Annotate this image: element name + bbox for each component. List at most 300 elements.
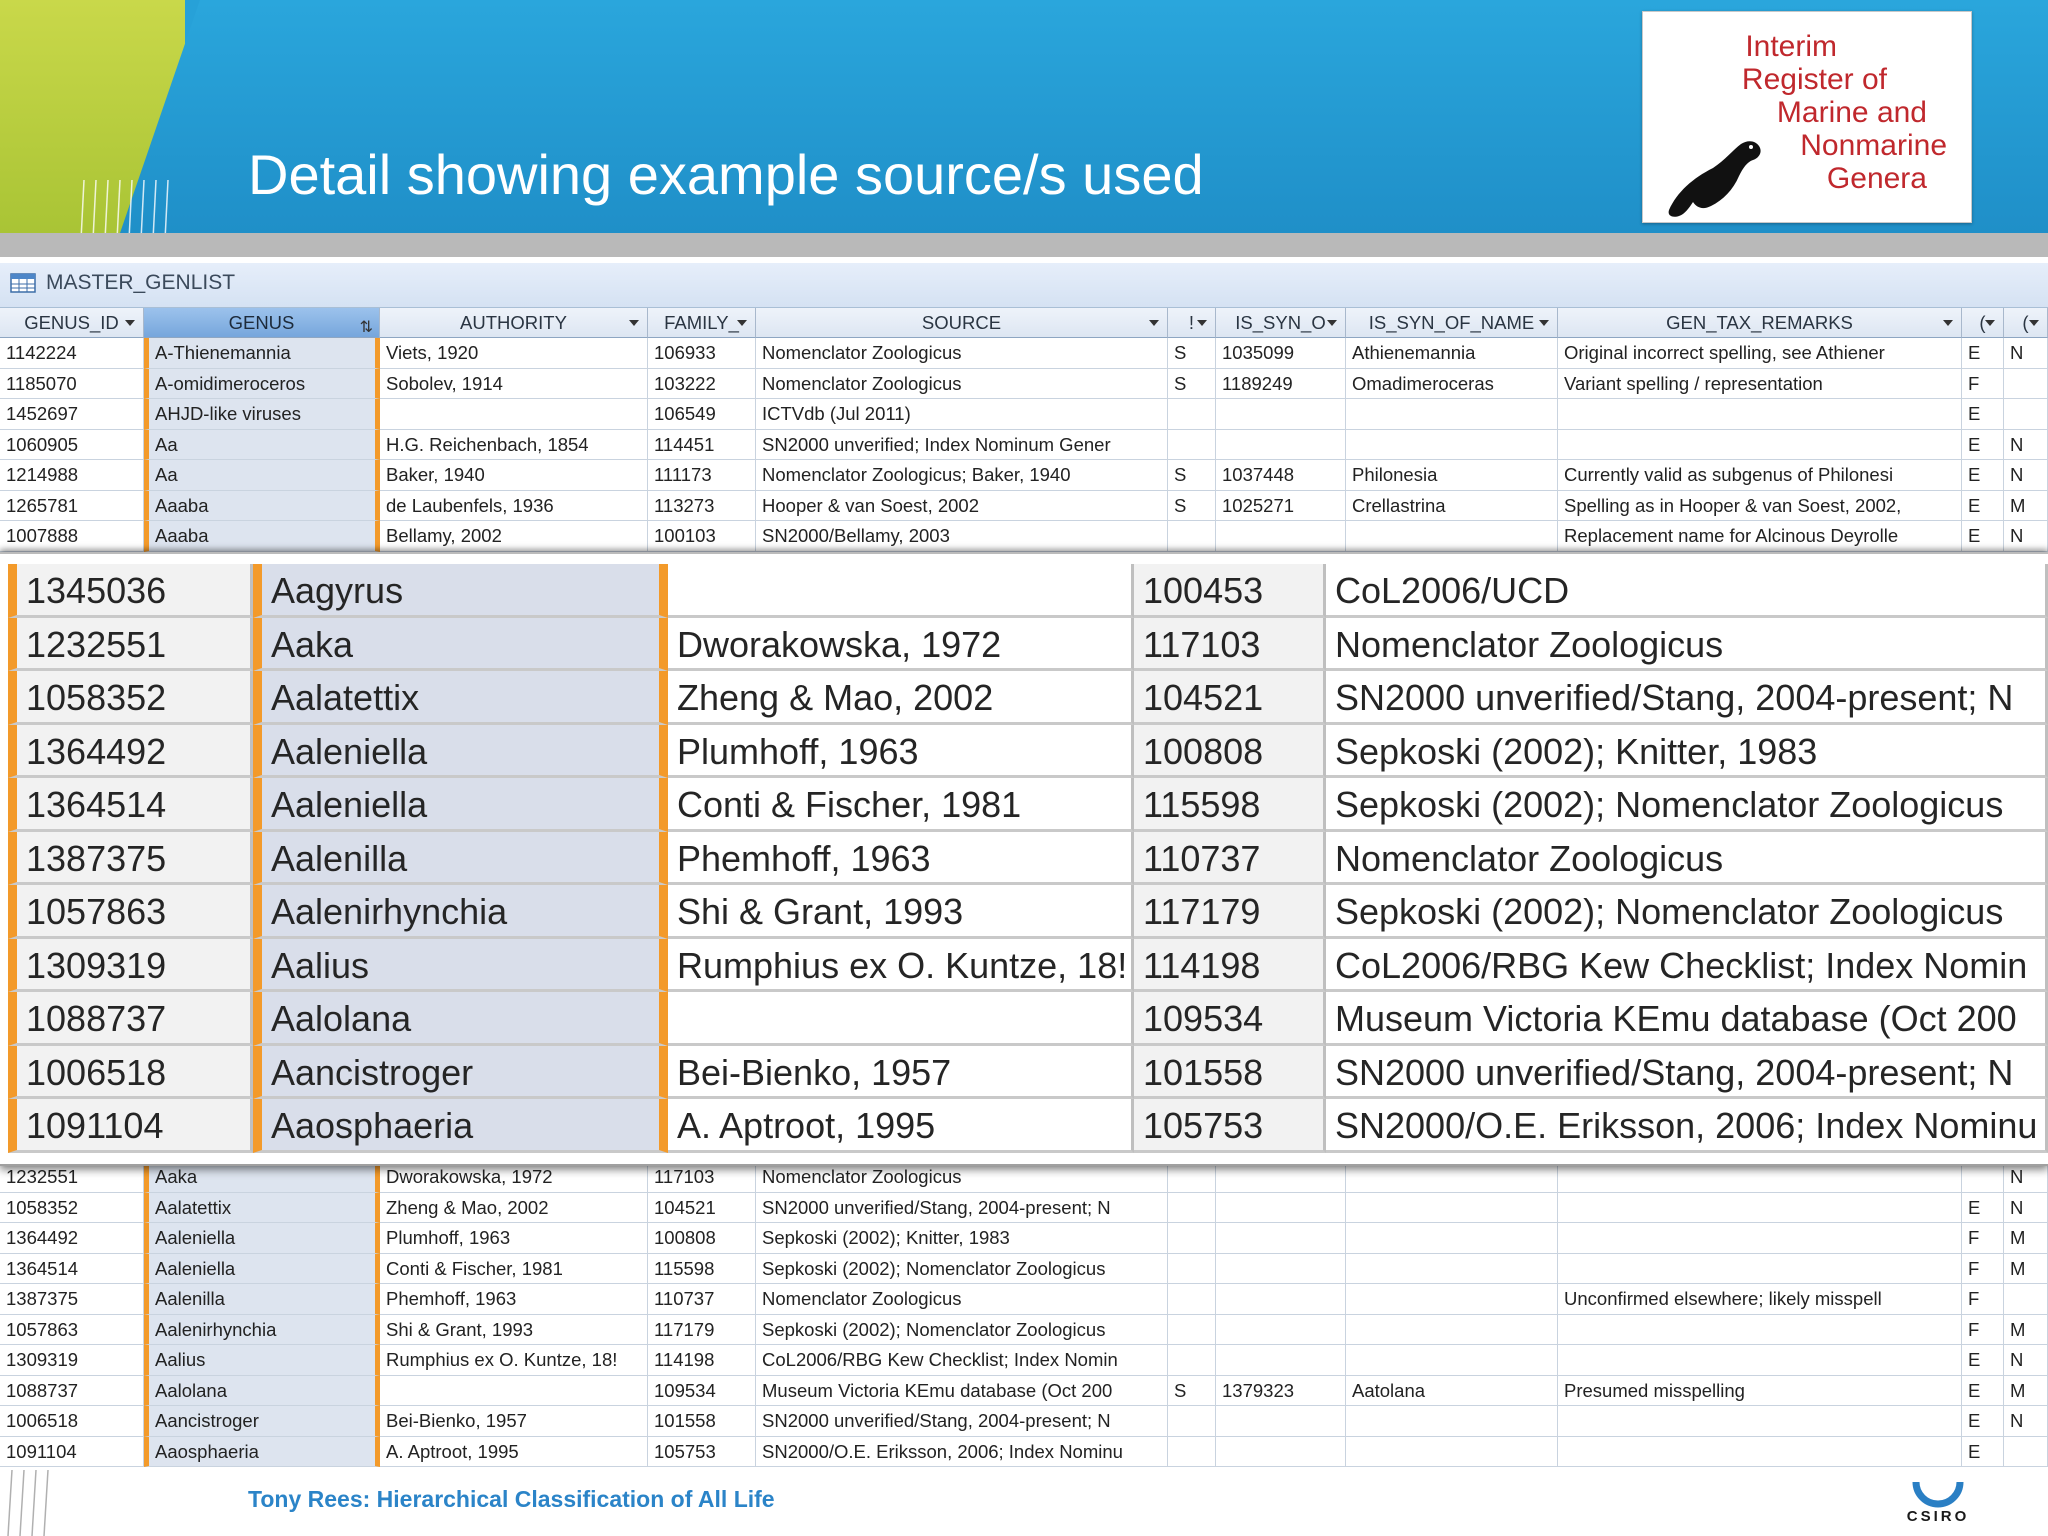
cell-col-b[interactable]: M — [2004, 491, 2048, 522]
zoomed-cell-genus[interactable]: Aalolana — [253, 992, 668, 1046]
cell-gen-tax-remarks[interactable] — [1558, 1193, 1962, 1224]
cell-genus-id[interactable]: 1060905 — [0, 430, 144, 461]
logo-line: Genera — [1826, 162, 1927, 195]
zoomed-cell-authority[interactable] — [668, 992, 1134, 1046]
dropdown-arrow-icon[interactable] — [2029, 320, 2039, 326]
cell-genus[interactable]: Aaka — [144, 1162, 380, 1193]
cell-family[interactable]: 115598 — [648, 1254, 756, 1285]
cell-authority[interactable]: Phemhoff, 1963 — [380, 1284, 648, 1315]
cell-gen-tax-remarks[interactable]: Presumed misspelling — [1558, 1376, 1962, 1407]
table-row[interactable] — [0, 1345, 2048, 1376]
zoomed-cell-family[interactable]: 117103 — [1134, 618, 1326, 672]
cell-source[interactable]: SN2000 unverified/Stang, 2004-present; N — [756, 1406, 1168, 1437]
cell-col-a[interactable]: E — [1962, 460, 2004, 491]
cell-col-a[interactable]: F — [1962, 1284, 2004, 1315]
zoomed-cell-genus-id[interactable]: 1088737 — [8, 992, 253, 1046]
footer-lines-icon — [0, 1470, 60, 1536]
column-header-is-syn-of-name[interactable]: IS_SYN_OF_NAME — [1346, 308, 1558, 338]
cell-syn-flag[interactable] — [1168, 1193, 1216, 1224]
cell-is-syn-of[interactable] — [1216, 1437, 1346, 1468]
column-header-col-b[interactable]: ( — [2004, 308, 2048, 338]
cell-is-syn-of[interactable] — [1216, 521, 1346, 552]
cell-col-a[interactable]: E — [1962, 338, 2004, 369]
cell-family[interactable]: 106933 — [648, 338, 756, 369]
zoomed-cell-genus-id[interactable]: 1345036 — [8, 564, 253, 618]
cell-syn-flag[interactable]: S — [1168, 369, 1216, 400]
cell-is-syn-of[interactable] — [1216, 1406, 1346, 1437]
cell-is-syn-of-name[interactable] — [1346, 521, 1558, 552]
column-header-gen-tax-remarks[interactable]: GEN_TAX_REMARKS — [1558, 308, 1962, 338]
cell-authority[interactable]: Rumphius ex O. Kuntze, 18! — [380, 1345, 648, 1376]
zoomed-table-row[interactable] — [0, 885, 2048, 939]
cell-syn-flag[interactable]: S — [1168, 491, 1216, 522]
zoomed-cell-genus[interactable]: Aancistroger — [253, 1046, 668, 1100]
cell-source[interactable]: SN2000/O.E. Eriksson, 2006; Index Nominu — [756, 1437, 1168, 1468]
csiro-wordmark: CSIRO — [1906, 1508, 1970, 1525]
cell-is-syn-of-name[interactable]: Crellastrina — [1346, 491, 1558, 522]
table-row[interactable] — [0, 1223, 2048, 1254]
zoomed-cell-family[interactable]: 115598 — [1134, 778, 1326, 832]
cell-genus-id[interactable]: 1088737 — [0, 1376, 144, 1407]
cell-gen-tax-remarks[interactable]: Spelling as in Hooper & van Soest, 2002, — [1558, 491, 1962, 522]
cell-authority[interactable]: Bellamy, 2002 — [380, 521, 648, 552]
cell-syn-flag[interactable]: S — [1168, 1376, 1216, 1407]
table-row[interactable] — [0, 338, 2048, 369]
cell-genus-id[interactable]: 1387375 — [0, 1284, 144, 1315]
cell-family[interactable]: 117179 — [648, 1315, 756, 1346]
cell-family[interactable]: 103222 — [648, 369, 756, 400]
cell-is-syn-of-name[interactable]: Aatolana — [1346, 1376, 1558, 1407]
table-row[interactable] — [0, 1437, 2048, 1468]
cell-genus-id[interactable]: 1142224 — [0, 338, 144, 369]
zoomed-cell-genus-id[interactable]: 1091104 — [8, 1099, 253, 1153]
zoomed-cell-genus[interactable]: Aalenilla — [253, 832, 668, 886]
cell-genus[interactable]: Aalius — [144, 1345, 380, 1376]
cell-gen-tax-remarks[interactable]: Currently valid as subgenus of Philonesi — [1558, 460, 1962, 491]
cell-authority[interactable]: Sobolev, 1914 — [380, 369, 648, 400]
cell-authority[interactable]: Baker, 1940 — [380, 460, 648, 491]
cell-family[interactable]: 109534 — [648, 1376, 756, 1407]
cell-is-syn-of-name[interactable] — [1346, 1254, 1558, 1285]
zoomed-cell-authority[interactable]: Bei-Bienko, 1957 — [668, 1046, 1134, 1100]
cell-genus[interactable]: A-omidimeroceros — [144, 369, 380, 400]
zoomed-cell-authority[interactable]: Plumhoff, 1963 — [668, 725, 1134, 779]
cell-syn-flag[interactable]: S — [1168, 338, 1216, 369]
zoomed-cell-genus-id[interactable]: 1309319 — [8, 939, 253, 993]
zoomed-cell-source[interactable]: CoL2006/UCD — [1326, 564, 2048, 618]
zoomed-table-row[interactable] — [0, 992, 2048, 1046]
zoomed-cell-family[interactable]: 109534 — [1134, 992, 1326, 1046]
cell-source[interactable]: CoL2006/RBG Kew Checklist; Index Nomin — [756, 1345, 1168, 1376]
cell-authority[interactable]: Shi & Grant, 1993 — [380, 1315, 648, 1346]
cell-col-a[interactable]: E — [1962, 1406, 2004, 1437]
zoomed-cell-source[interactable]: Museum Victoria KEmu database (Oct 200 — [1326, 992, 2048, 1046]
zoomed-cell-genus[interactable]: Aalenirhynchia — [253, 885, 668, 939]
cell-is-syn-of-name[interactable]: Philonesia — [1346, 460, 1558, 491]
cell-genus[interactable]: Aaaba — [144, 491, 380, 522]
cell-source[interactable]: Nomenclator Zoologicus — [756, 338, 1168, 369]
dropdown-arrow-icon[interactable] — [1149, 320, 1159, 326]
cell-col-b[interactable] — [2004, 1284, 2048, 1315]
cell-authority[interactable]: Viets, 1920 — [380, 338, 648, 369]
cell-syn-flag[interactable] — [1168, 1315, 1216, 1346]
zoomed-cell-authority[interactable] — [668, 564, 1134, 618]
cell-source[interactable]: Nomenclator Zoologicus — [756, 1284, 1168, 1315]
cell-family[interactable]: 110737 — [648, 1284, 756, 1315]
zoomed-table-row[interactable] — [0, 1046, 2048, 1100]
cell-is-syn-of[interactable] — [1216, 1284, 1346, 1315]
table-row[interactable] — [0, 1193, 2048, 1224]
table-row[interactable] — [0, 1254, 2048, 1285]
zoomed-table-row[interactable] — [0, 618, 2048, 672]
zoomed-cell-source[interactable]: SN2000 unverified/Stang, 2004-present; N — [1326, 671, 2048, 725]
zoomed-cell-family[interactable]: 110737 — [1134, 832, 1326, 886]
cell-authority[interactable] — [380, 1376, 648, 1407]
zoomed-cell-genus-id[interactable]: 1232551 — [8, 618, 253, 672]
cell-genus[interactable]: Aalenilla — [144, 1284, 380, 1315]
csiro-emblem-icon — [1898, 1470, 1978, 1510]
cell-genus-id[interactable]: 1309319 — [0, 1345, 144, 1376]
cell-family[interactable]: 101558 — [648, 1406, 756, 1437]
cell-genus-id[interactable]: 1364514 — [0, 1254, 144, 1285]
table-tab-title: MASTER_GENLIST — [46, 271, 236, 294]
cell-source[interactable]: SN2000/Bellamy, 2003 — [756, 521, 1168, 552]
zoomed-table-row[interactable] — [0, 1099, 2048, 1153]
zoomed-table-row[interactable] — [0, 725, 2048, 779]
cell-col-b[interactable]: N — [2004, 1345, 2048, 1376]
cell-genus[interactable]: Aa — [144, 460, 380, 491]
sort-filter-icon[interactable]: ⇅ — [359, 319, 373, 336]
cell-syn-flag[interactable] — [1168, 1406, 1216, 1437]
table-row[interactable] — [0, 369, 2048, 400]
zoomed-cell-family[interactable]: 105753 — [1134, 1099, 1326, 1153]
cell-is-syn-of[interactable] — [1216, 1345, 1346, 1376]
cell-is-syn-of-name[interactable] — [1346, 1406, 1558, 1437]
cell-genus-id[interactable]: 1058352 — [0, 1193, 144, 1224]
cell-family[interactable]: 104521 — [648, 1193, 756, 1224]
cell-is-syn-of[interactable] — [1216, 1162, 1346, 1193]
table-row[interactable] — [0, 491, 2048, 522]
cell-col-b[interactable]: N — [2004, 460, 2048, 491]
cell-col-b[interactable]: N — [2004, 521, 2048, 552]
cell-genus[interactable]: Aaosphaeria — [144, 1437, 380, 1468]
cell-is-syn-of-name[interactable] — [1346, 1223, 1558, 1254]
zoomed-cell-authority[interactable]: Shi & Grant, 1993 — [668, 885, 1134, 939]
cell-authority[interactable]: Zheng & Mao, 2002 — [380, 1193, 648, 1224]
cell-syn-flag[interactable] — [1168, 1223, 1216, 1254]
cell-col-b[interactable]: N — [2004, 430, 2048, 461]
cell-is-syn-of[interactable]: 1025271 — [1216, 491, 1346, 522]
zoomed-cell-genus[interactable]: Aagyrus — [253, 564, 668, 618]
zoomed-cell-source[interactable]: Sepkoski (2002); Nomenclator Zoologicus — [1326, 778, 2048, 832]
cell-syn-flag[interactable] — [1168, 521, 1216, 552]
cell-family[interactable]: 105753 — [648, 1437, 756, 1468]
cell-source[interactable]: Museum Victoria KEmu database (Oct 200 — [756, 1376, 1168, 1407]
cell-family[interactable]: 106549 — [648, 399, 756, 430]
zoomed-cell-genus[interactable]: Aaleniella — [253, 725, 668, 779]
cell-genus-id[interactable]: 1006518 — [0, 1406, 144, 1437]
cell-col-b[interactable] — [2004, 1437, 2048, 1468]
column-header-family[interactable]: FAMILY_ — [648, 308, 756, 338]
cell-is-syn-of-name[interactable]: Omadimeroceras — [1346, 369, 1558, 400]
cell-family[interactable]: 100808 — [648, 1223, 756, 1254]
dropdown-arrow-icon[interactable] — [1197, 320, 1207, 326]
cell-col-a[interactable]: E — [1962, 1437, 2004, 1468]
zoomed-table-row[interactable] — [0, 778, 2048, 832]
cell-is-syn-of[interactable]: 1379323 — [1216, 1376, 1346, 1407]
cell-family[interactable]: 100103 — [648, 521, 756, 552]
dropdown-arrow-icon[interactable] — [1539, 320, 1549, 326]
zoomed-cell-authority[interactable]: A. Aptroot, 1995 — [668, 1099, 1134, 1153]
cell-genus-id[interactable]: 1091104 — [0, 1437, 144, 1468]
zoomed-cell-source[interactable]: Sepkoski (2002); Nomenclator Zoologicus — [1326, 885, 2048, 939]
cell-is-syn-of-name[interactable] — [1346, 1345, 1558, 1376]
cell-genus-id[interactable]: 1007888 — [0, 521, 144, 552]
cell-genus[interactable]: Aaleniella — [144, 1223, 380, 1254]
zoomed-cell-authority[interactable]: Phemhoff, 1963 — [668, 832, 1134, 886]
cell-gen-tax-remarks[interactable] — [1558, 1345, 1962, 1376]
cell-syn-flag[interactable]: S — [1168, 460, 1216, 491]
zoomed-cell-genus[interactable]: Aalatettix — [253, 671, 668, 725]
column-header-col-a[interactable]: ( — [1962, 308, 2004, 338]
column-header-syn-flag[interactable]: ! — [1168, 308, 1216, 338]
cell-is-syn-of[interactable]: 1189249 — [1216, 369, 1346, 400]
decorative-lines-icon — [70, 180, 180, 233]
cell-is-syn-of-name[interactable] — [1346, 430, 1558, 461]
zoomed-cell-authority[interactable]: Rumphius ex O. Kuntze, 18! — [668, 939, 1134, 993]
cell-col-a[interactable]: F — [1962, 369, 2004, 400]
cell-syn-flag[interactable] — [1168, 430, 1216, 461]
zoomed-cell-source[interactable]: SN2000/O.E. Eriksson, 2006; Index Nominu — [1326, 1099, 2048, 1153]
cell-gen-tax-remarks[interactable] — [1558, 1223, 1962, 1254]
zoomed-cell-family[interactable]: 117179 — [1134, 885, 1326, 939]
table-tab[interactable] — [0, 263, 2048, 308]
cell-genus[interactable]: A-Thienemannia — [144, 338, 380, 369]
cell-source[interactable]: Sepkoski (2002); Nomenclator Zoologicus — [756, 1254, 1168, 1285]
zoomed-cell-authority[interactable]: Conti & Fischer, 1981 — [668, 778, 1134, 832]
cell-is-syn-of[interactable] — [1216, 1254, 1346, 1285]
cell-is-syn-of-name[interactable] — [1346, 1284, 1558, 1315]
table-row[interactable] — [0, 1162, 2048, 1193]
zoomed-cell-source[interactable]: CoL2006/RBG Kew Checklist; Index Nomin — [1326, 939, 2048, 993]
cell-is-syn-of[interactable] — [1216, 1223, 1346, 1254]
table-row[interactable] — [0, 521, 2048, 552]
cell-is-syn-of-name[interactable] — [1346, 1193, 1558, 1224]
logo-line: Interim — [1745, 30, 1837, 63]
cell-gen-tax-remarks[interactable] — [1558, 1162, 1962, 1193]
zoomed-cell-family[interactable]: 114198 — [1134, 939, 1326, 993]
column-header-authority[interactable]: AUTHORITY — [380, 308, 648, 338]
cell-gen-tax-remarks[interactable]: Unconfirmed elsewhere; likely misspell — [1558, 1284, 1962, 1315]
cell-authority[interactable]: A. Aptroot, 1995 — [380, 1437, 648, 1468]
cell-authority[interactable]: Dworakowska, 1972 — [380, 1162, 648, 1193]
column-header-genus-id[interactable]: GENUS_ID — [0, 308, 144, 338]
zoomed-table-row[interactable] — [0, 939, 2048, 993]
zoomed-cell-family[interactable]: 104521 — [1134, 671, 1326, 725]
cell-source[interactable]: Sepkoski (2002); Nomenclator Zoologicus — [756, 1315, 1168, 1346]
cell-syn-flag[interactable] — [1168, 1254, 1216, 1285]
cell-col-b[interactable]: M — [2004, 1254, 2048, 1285]
cell-syn-flag[interactable] — [1168, 1284, 1216, 1315]
cell-col-b[interactable]: N — [2004, 1162, 2048, 1193]
zoomed-table-row[interactable] — [0, 564, 2048, 618]
column-header-source[interactable]: SOURCE — [756, 308, 1168, 338]
cell-col-a[interactable]: E — [1962, 399, 2004, 430]
zoomed-cell-genus-id[interactable]: 1364514 — [8, 778, 253, 832]
cell-genus-id[interactable]: 1185070 — [0, 369, 144, 400]
zoomed-cell-authority[interactable]: Dworakowska, 1972 — [668, 618, 1134, 672]
cell-col-b[interactable]: M — [2004, 1223, 2048, 1254]
zoomed-cell-source[interactable]: SN2000 unverified/Stang, 2004-present; N — [1326, 1046, 2048, 1100]
cell-authority[interactable] — [380, 399, 648, 430]
cell-gen-tax-remarks[interactable] — [1558, 1315, 1962, 1346]
cell-col-a[interactable]: F — [1962, 1315, 2004, 1346]
cell-col-b[interactable] — [2004, 369, 2048, 400]
cell-is-syn-of-name[interactable] — [1346, 1162, 1558, 1193]
table-row[interactable] — [0, 1315, 2048, 1346]
cell-col-b[interactable] — [2004, 399, 2048, 430]
cell-authority[interactable]: Bei-Bienko, 1957 — [380, 1406, 648, 1437]
cell-family[interactable]: 117103 — [648, 1162, 756, 1193]
cell-genus[interactable]: Aalatettix — [144, 1193, 380, 1224]
cell-genus[interactable]: AHJD-like viruses — [144, 399, 380, 430]
cell-genus-id[interactable]: 1364492 — [0, 1223, 144, 1254]
cell-genus[interactable]: Aancistroger — [144, 1406, 380, 1437]
zoomed-cell-source[interactable]: Nomenclator Zoologicus — [1326, 832, 2048, 886]
cell-genus-id[interactable]: 1214988 — [0, 460, 144, 491]
cell-genus[interactable]: Aalolana — [144, 1376, 380, 1407]
cell-genus-id[interactable]: 1452697 — [0, 399, 144, 430]
table-row[interactable] — [0, 399, 2048, 430]
zoomed-cell-family[interactable]: 100808 — [1134, 725, 1326, 779]
zoomed-cell-genus-id[interactable]: 1057863 — [8, 885, 253, 939]
cell-family[interactable]: 111173 — [648, 460, 756, 491]
cell-source[interactable]: ICTVdb (Jul 2011) — [756, 399, 1168, 430]
cell-col-a[interactable]: F — [1962, 1223, 2004, 1254]
zoomed-table-row[interactable] — [0, 832, 2048, 886]
dropdown-arrow-icon[interactable] — [629, 320, 639, 326]
cell-is-syn-of[interactable]: 1035099 — [1216, 338, 1346, 369]
zoomed-cell-genus[interactable]: Aaleniella — [253, 778, 668, 832]
cell-genus-id[interactable]: 1232551 — [0, 1162, 144, 1193]
cell-family[interactable]: 114451 — [648, 430, 756, 461]
zoomed-cell-genus-id[interactable]: 1364492 — [8, 725, 253, 779]
cell-gen-tax-remarks[interactable]: Variant spelling / representation — [1558, 369, 1962, 400]
cell-col-b[interactable]: N — [2004, 1193, 2048, 1224]
cell-family[interactable]: 114198 — [648, 1345, 756, 1376]
zoomed-cell-genus-id[interactable]: 1387375 — [8, 832, 253, 886]
cell-syn-flag[interactable] — [1168, 1162, 1216, 1193]
cell-syn-flag[interactable] — [1168, 1437, 1216, 1468]
cell-syn-flag[interactable] — [1168, 399, 1216, 430]
cell-source[interactable]: Nomenclator Zoologicus — [756, 1162, 1168, 1193]
table-row[interactable] — [0, 1406, 2048, 1437]
cell-source[interactable]: Nomenclator Zoologicus — [756, 369, 1168, 400]
cell-is-syn-of[interactable] — [1216, 430, 1346, 461]
cell-gen-tax-remarks[interactable] — [1558, 430, 1962, 461]
dropdown-arrow-icon[interactable] — [125, 320, 135, 326]
cell-authority[interactable]: Plumhoff, 1963 — [380, 1223, 648, 1254]
cell-syn-flag[interactable] — [1168, 1345, 1216, 1376]
cell-genus[interactable]: Aalenirhynchia — [144, 1315, 380, 1346]
cell-genus[interactable]: Aa — [144, 430, 380, 461]
cell-is-syn-of-name[interactable] — [1346, 1315, 1558, 1346]
column-header-is-syn-of[interactable]: IS_SYN_O — [1216, 308, 1346, 338]
cell-is-syn-of[interactable] — [1216, 399, 1346, 430]
zoomed-table-row[interactable] — [0, 671, 2048, 725]
cell-col-b[interactable]: N — [2004, 1406, 2048, 1437]
cell-gen-tax-remarks[interactable] — [1558, 399, 1962, 430]
zoomed-cell-genus[interactable]: Aaka — [253, 618, 668, 672]
zoomed-cell-family[interactable]: 100453 — [1134, 564, 1326, 618]
cell-genus-id[interactable]: 1057863 — [0, 1315, 144, 1346]
column-header-genus[interactable]: GENUS ⇅ — [144, 308, 380, 338]
table-row[interactable] — [0, 430, 2048, 461]
zoomed-cell-genus-id[interactable]: 1006518 — [8, 1046, 253, 1100]
cell-col-a[interactable]: E — [1962, 491, 2004, 522]
table-row[interactable] — [0, 1284, 2048, 1315]
cell-is-syn-of-name[interactable] — [1346, 399, 1558, 430]
cell-col-a[interactable] — [1962, 1162, 2004, 1193]
cell-is-syn-of-name[interactable]: Athienemannia — [1346, 338, 1558, 369]
cell-is-syn-of[interactable] — [1216, 1193, 1346, 1224]
cell-col-a[interactable]: E — [1962, 521, 2004, 552]
cell-gen-tax-remarks[interactable] — [1558, 1437, 1962, 1468]
dropdown-arrow-icon[interactable] — [1327, 320, 1337, 326]
table-row[interactable] — [0, 1376, 2048, 1407]
zoomed-cell-genus[interactable]: Aalius — [253, 939, 668, 993]
dropdown-arrow-icon[interactable] — [1985, 320, 1995, 326]
cell-authority[interactable]: H.G. Reichenbach, 1854 — [380, 430, 648, 461]
cell-col-a[interactable]: E — [1962, 430, 2004, 461]
cell-source[interactable]: SN2000 unverified; Index Nominum Gener — [756, 430, 1168, 461]
cell-col-b[interactable]: M — [2004, 1315, 2048, 1346]
table-row[interactable] — [0, 460, 2048, 491]
zoomed-cell-family[interactable]: 101558 — [1134, 1046, 1326, 1100]
cell-col-a[interactable]: E — [1962, 1193, 2004, 1224]
cell-gen-tax-remarks[interactable]: Replacement name for Alcinous Deyrolle — [1558, 521, 1962, 552]
cell-authority[interactable]: Conti & Fischer, 1981 — [380, 1254, 648, 1285]
cell-col-b[interactable]: M — [2004, 1376, 2048, 1407]
cell-genus[interactable]: Aaleniella — [144, 1254, 380, 1285]
cell-source[interactable]: Sepkoski (2002); Knitter, 1983 — [756, 1223, 1168, 1254]
cell-source[interactable]: Hooper & van Soest, 2002 — [756, 491, 1168, 522]
cell-is-syn-of[interactable] — [1216, 1315, 1346, 1346]
zoomed-cell-authority[interactable]: Zheng & Mao, 2002 — [668, 671, 1134, 725]
cell-col-b[interactable]: N — [2004, 338, 2048, 369]
cell-gen-tax-remarks[interactable] — [1558, 1254, 1962, 1285]
cell-is-syn-of[interactable]: 1037448 — [1216, 460, 1346, 491]
cell-gen-tax-remarks[interactable] — [1558, 1406, 1962, 1437]
cell-col-a[interactable]: E — [1962, 1376, 2004, 1407]
cell-source[interactable]: SN2000 unverified/Stang, 2004-present; N — [756, 1193, 1168, 1224]
zoomed-cell-source[interactable]: Sepkoski (2002); Knitter, 1983 — [1326, 725, 2048, 779]
cell-col-a[interactable]: E — [1962, 1345, 2004, 1376]
zoomed-cell-genus-id[interactable]: 1058352 — [8, 671, 253, 725]
zoomed-cell-genus[interactable]: Aaosphaeria — [253, 1099, 668, 1153]
dropdown-arrow-icon[interactable] — [1943, 320, 1953, 326]
cell-genus-id[interactable]: 1265781 — [0, 491, 144, 522]
cell-gen-tax-remarks[interactable]: Original incorrect spelling, see Athiener — [1558, 338, 1962, 369]
cell-col-a[interactable]: F — [1962, 1254, 2004, 1285]
cell-is-syn-of-name[interactable] — [1346, 1437, 1558, 1468]
zoomed-cell-source[interactable]: Nomenclator Zoologicus — [1326, 618, 2048, 672]
cell-authority[interactable]: de Laubenfels, 1936 — [380, 491, 648, 522]
dropdown-arrow-icon[interactable] — [737, 320, 747, 326]
cell-genus[interactable]: Aaaba — [144, 521, 380, 552]
cell-source[interactable]: Nomenclator Zoologicus; Baker, 1940 — [756, 460, 1168, 491]
cell-family[interactable]: 113273 — [648, 491, 756, 522]
